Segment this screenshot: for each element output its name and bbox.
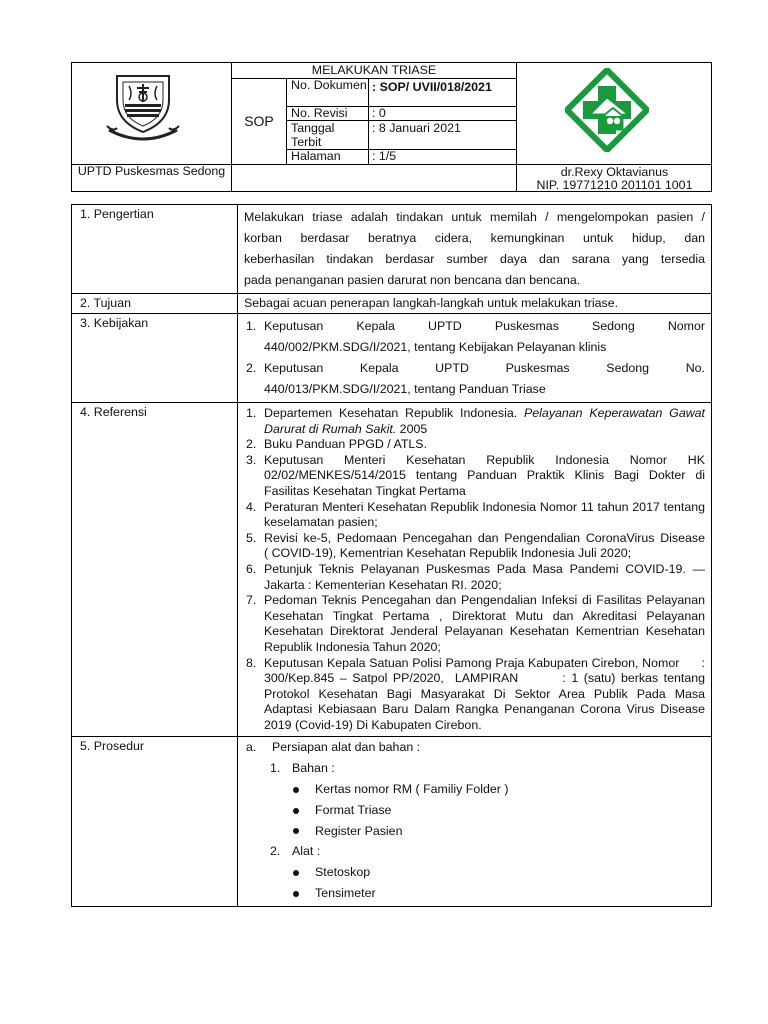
- text-line: 440/013/PKM.SDG/I/2021, tentang Panduan Triase: [264, 382, 546, 396]
- list-number: 2.: [246, 361, 257, 375]
- list-number: 1.: [246, 319, 257, 333]
- list-number: 1.: [246, 406, 257, 420]
- list-item: [244, 453, 705, 500]
- reference-text: Petunjuk Teknis Pelayanan Puskesmas Pada Masa Pandemi COVID-19. — Jakarta : Kementerian Kesehatan RI. 2020;: [264, 561, 705, 592]
- sub-number: 1.: [270, 761, 281, 776]
- item-text: Stetoskop: [315, 865, 371, 880]
- item-text: Register Pasien: [315, 823, 403, 838]
- reference-text: Peraturan Menteri Kesehatan Republik Indonesia Nomor 11 tahun 2017 tentang keselamatan pasien;: [264, 499, 705, 530]
- list-number: 3.: [246, 452, 257, 467]
- procedure-step-a: [244, 737, 705, 758]
- item-text: Tensimeter: [315, 886, 376, 901]
- row-content-kebijakan: [238, 314, 712, 403]
- step-letter: a.: [246, 740, 257, 755]
- list-item: [244, 530, 719, 562]
- bullet-icon: [293, 808, 299, 814]
- sub-label: Alat :: [292, 844, 321, 859]
- row-content-referensi: [238, 403, 719, 737]
- sub-label: Bahan :: [292, 761, 335, 776]
- row-label-tujuan: 2. Tujuan: [72, 294, 238, 314]
- text-line: keberhasilan tindakan berdasar sumber daya dan sarana yang tersedia: [244, 252, 705, 266]
- list-item: [244, 862, 705, 883]
- text-line: 440/002/PKM.SDG/I/2021, tentang Kebijakan Pelayanan klinis: [264, 340, 607, 354]
- list-number: 4.: [246, 499, 257, 514]
- sop-label: SOP: [244, 113, 274, 129]
- text-line: Melakukan triase adalah tindakan untuk memilah / mengelompokan pasien /: [244, 210, 705, 224]
- reference-text: Keputusan Kepala Satuan Polisi Pamong Praja Kabupaten Cirebon, Nomor : 300/Kep.845 – Satpol PP/2020, LAMPIRAN : 1 (satu) berkas tentang Protokol Kesehatan Bagi Masyarakat Di Sektor Area Publik Pada Masa Adaptasi Kebiasaan Baru Dalam Rangka Penanganan Corona Virus Disease 2019 (Covid-19) Di Kabupaten Cirebon.: [264, 655, 712, 732]
- bullet-icon: [293, 828, 299, 834]
- item-text: Format Triase: [315, 802, 392, 817]
- list-item: [244, 562, 705, 593]
- field-label-tanggal-terbit: Tanggal Terbit: [291, 121, 335, 149]
- reference-text: Keputusan Menteri Kesehatan Republik Indonesia Nomor HK 02/02/MENKES/514/2015 tentang Panduan Praktik Klinis Bagi Dokter di Fasilitas Kesehatan Tingkat Pertama: [264, 452, 705, 498]
- text-line: Sebagai acuan penerapan langkah-langkah untuk melakukan triase.: [244, 296, 619, 310]
- row-label-pengertian: 1. Pengertian: [72, 205, 238, 294]
- field-label-no-revisi: No. Revisi: [291, 106, 348, 120]
- reference-year: 2005: [396, 421, 428, 436]
- list-item: [244, 358, 705, 400]
- list-number: 2.: [246, 437, 257, 452]
- field-value-halaman: : 1/5: [372, 149, 397, 163]
- text-line: pada penanganan pasien darurat non bencana dan bencana.: [244, 273, 581, 287]
- field-label-halaman: Halaman: [291, 149, 341, 163]
- field-value-no-dokumen: : SOP/ UVII/018/2021: [372, 80, 492, 94]
- row-label-prosedur: 5. Prosedur: [72, 737, 238, 906]
- reference-title: Pelayanan Keperawatan Gawat Darurat di Rumah Sakit.: [264, 406, 705, 436]
- text-line: Keputusan Kepala UPTD Puskesmas Sedong Nomor: [264, 319, 705, 333]
- list-item: [244, 437, 705, 453]
- procedure-table: [71, 204, 719, 907]
- list-item: [244, 500, 705, 531]
- step-text: Persiapan alat dan bahan :: [272, 740, 421, 755]
- field-value-tanggal-terbit: : 8 Januari 2021: [372, 121, 461, 135]
- row-content-prosedur: [238, 737, 712, 906]
- signer-name: dr.Rexy Oktavianus: [560, 165, 669, 179]
- regency-emblem: [103, 70, 183, 146]
- bullet-icon: [293, 787, 299, 793]
- list-number: 5.: [246, 530, 257, 545]
- table-row: [72, 737, 712, 906]
- text-line: korban berdasar beratnya cidera, kemungkinan untuk hidup, dan: [244, 231, 705, 245]
- list-item: [244, 800, 705, 821]
- list-item: [244, 821, 705, 842]
- page-title: MELAKUKAN TRIASE: [311, 63, 437, 77]
- divider: [368, 78, 369, 164]
- field-label-no-dokumen: No. Dokumen: [291, 78, 367, 92]
- puskesmas-logo: [565, 68, 649, 152]
- table-row: [72, 294, 712, 314]
- reference-text: Pedoman Teknis Pencegahan dan Pengendalian Infeksi di Fasilitas Pelayanan Kesehatan Tingkat Pertama , Direktorat Mutu dan Akreditasi Pelayanan Kesehatan Direktorat Jenderal Pelayanan Kesehatan Kementrian Kesehatan Republik Indonesia Tahun 2020;: [264, 593, 705, 654]
- sub-heading-alat: [244, 841, 705, 862]
- table-row: [72, 314, 712, 403]
- bullet-icon: [293, 891, 299, 897]
- text-line: Keputusan Kepala UPTD Puskesmas Sedong No.: [264, 361, 705, 375]
- table-row: [72, 205, 712, 294]
- row-label-kebijakan: 3. Kebijakan: [72, 314, 238, 403]
- row-content-pengertian: [238, 205, 712, 294]
- reference-list: [244, 406, 719, 733]
- row-content-tujuan: [238, 294, 712, 314]
- list-item: [244, 883, 705, 904]
- reference-text: Buku Panduan PPGD / ATLS.: [264, 437, 428, 452]
- row-label-referensi: 4. Referensi: [72, 403, 238, 737]
- reference-text: Departemen Kesehatan Republik Indonesia.: [264, 406, 525, 420]
- table-row: [72, 403, 712, 737]
- item-text: Kertas nomor RM ( Familiy Folder ): [315, 782, 509, 797]
- list-item: [244, 655, 712, 734]
- list-number: 6.: [246, 561, 257, 576]
- field-value-no-revisi: : 0: [372, 106, 386, 120]
- list-item: [244, 406, 705, 437]
- divider: [286, 78, 287, 164]
- sub-heading-bahan: [244, 758, 705, 779]
- list-item: [244, 779, 705, 800]
- signer-nip: NIP. 19771210 201101 1001: [536, 178, 693, 192]
- org-name: UPTD Puskesmas Sedong: [77, 164, 226, 178]
- sub-number: 2.: [270, 844, 281, 859]
- bullet-icon: [293, 870, 299, 876]
- list-item: [244, 593, 705, 655]
- list-item: [244, 316, 705, 358]
- list-number: 8.: [246, 655, 257, 670]
- reference-text: Revisi ke-5, Pedomaan Pencegahan dan Pengendalian CoronaVirus Disease ( COVID-19), Kementrian Kesehatan Republik Indonesia Juli 2020;: [264, 530, 719, 561]
- list-number: 7.: [246, 593, 257, 608]
